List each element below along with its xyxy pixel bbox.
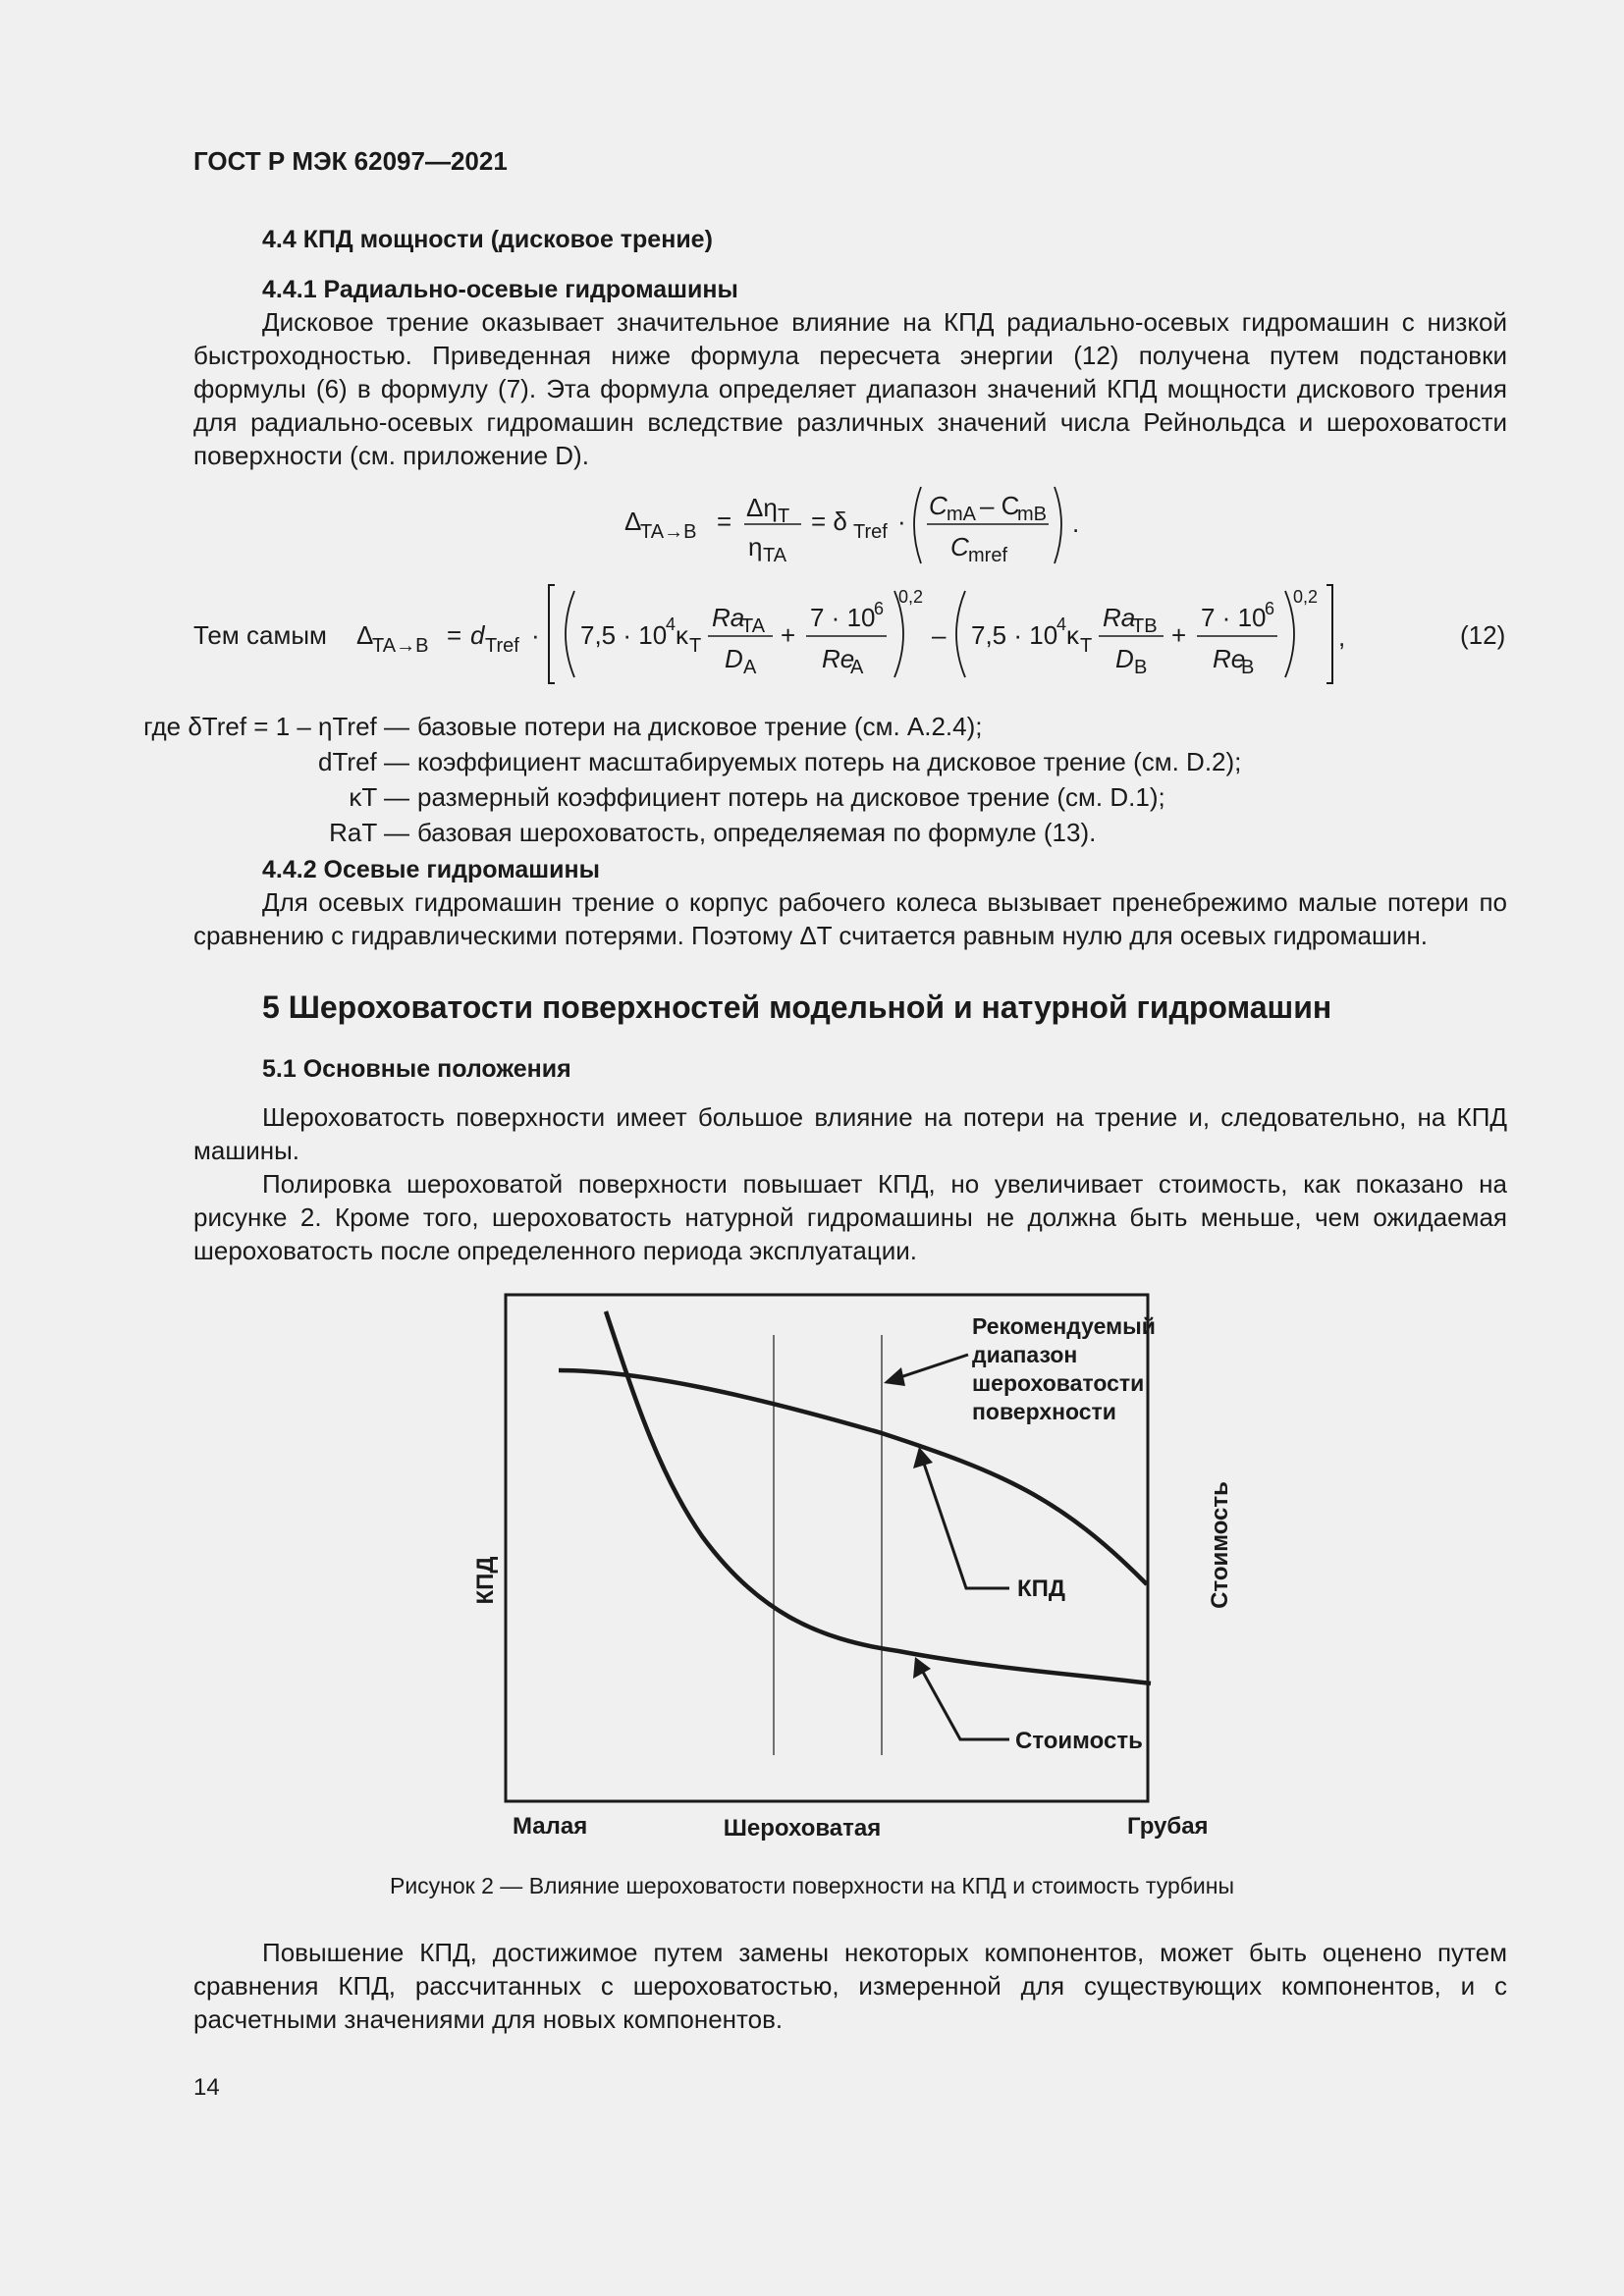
svg-text:mB: mB [1017, 504, 1047, 525]
svg-text:C: C [950, 532, 969, 561]
cost-curve-label: Стоимость [1015, 1728, 1143, 1754]
svg-text:7 · 10: 7 · 10 [1201, 603, 1267, 632]
svg-text:η: η [748, 532, 763, 561]
svg-text:7 · 10: 7 · 10 [810, 603, 876, 632]
svg-text:Re: Re [1213, 644, 1246, 673]
where-def-4: базовая шероховатость, определяемая по формуле (13). [417, 818, 1097, 847]
svg-text:D: D [725, 644, 743, 673]
paragraph-1: Шероховатость поверхности имеет большое влияние на потери на трение и, следовательно, на КПД машины. [193, 1102, 1507, 1165]
svg-text:Ra: Ra [712, 603, 745, 632]
x-label-mid: Шероховатая [723, 1815, 882, 1842]
section-5-1-paragraphs [193, 1100, 1507, 1267]
where-sym-2: dTref — [318, 747, 409, 776]
svg-text:+: + [1171, 620, 1187, 650]
section-4-4-1-paragraph [193, 305, 1507, 472]
paragraph-text: Дисковое трение оказывает значительное влияние на КПД радиально-осевых гидромашин с низкой быстроходностью. Приведенная ниже формула пересчета энергии (12) получена путем подстановки формулы (6) в формулу (7). Эта формула определяет диапазон значений КПД мощности дискового трения для радиально-осевых гидромашин вследствие различных значений числа Рейнольдса и шероховатости поверхности (см. приложение D). [193, 307, 1507, 470]
svg-text:TA→B: TA→B [640, 521, 697, 543]
section-4-4-1-title: 4.4.1 Радиально-осевые гидромашины [262, 276, 738, 303]
x-label-low: Малая [513, 1813, 588, 1840]
svg-text:mA: mA [947, 504, 976, 525]
document-header: ГОСТ Р МЭК 62097—2021 [193, 146, 508, 176]
svg-text:7,5 · 10: 7,5 · 10 [580, 620, 668, 650]
figure-caption: Рисунок 2 — Влияние шероховатости поверхности на КПД и стоимость турбины [389, 1873, 1234, 1898]
svg-text:7,5 · 10: 7,5 · 10 [971, 620, 1058, 650]
range-label-line-2: диапазон [972, 1342, 1078, 1367]
svg-text:Re: Re [822, 644, 855, 673]
section-5-1-title: 5.1 Основные положения [262, 1055, 571, 1083]
svg-text:Tref: Tref [853, 521, 888, 543]
range-arrowhead [884, 1367, 905, 1386]
where-sym-4: RaT — [329, 818, 409, 847]
svg-text:TA: TA [741, 615, 766, 637]
y-left-axis-label: КПД [472, 1556, 499, 1605]
svg-text:d: d [470, 620, 485, 650]
cost-pointer [919, 1665, 1009, 1739]
section-4-4-2-paragraph [193, 885, 1507, 952]
svg-text:T: T [1080, 635, 1093, 657]
range-label-line-4: поверхности [972, 1399, 1116, 1424]
kpd-curve-label: КПД [1017, 1575, 1065, 1602]
cost-arrowhead [913, 1657, 931, 1679]
where-def-1: базовые потери на дисковое трение (см. А.2.4); [417, 712, 983, 741]
where-def-3: размерный коэффициент потерь на дисковое трение (см. D.1); [417, 782, 1165, 812]
figure-2 [452, 1286, 1233, 1855]
svg-text:6: 6 [874, 599, 885, 618]
svg-text:.: . [1072, 508, 1080, 538]
paragraph-text: Для осевых гидромашин трение о корпус рабочего колеса вызывает пренебрежимо малые потери по сравнению с гидравлическими потерями. Поэтому ΔT считается равным нулю для осевых гидромашин. [193, 887, 1507, 950]
svg-text:T: T [778, 506, 790, 527]
svg-text:Tref: Tref [485, 635, 519, 657]
x-label-high: Грубая [1127, 1813, 1209, 1840]
paragraph-3: Повышение КПД, достижимое путем замены некоторых компонентов, может быть оценено путем сравнения КПД, рассчитанных с шероховатостью, измеренной для существующих компонентов, и с расчетными значениями для новых компонентов. [193, 1938, 1507, 2034]
where-sym-3: κT — [349, 782, 409, 812]
svg-text:κ: κ [676, 620, 688, 650]
svg-text:–: – [932, 620, 947, 650]
svg-text:κ: κ [1066, 620, 1079, 650]
svg-text:= δ: = δ [811, 507, 847, 536]
range-label-line-3: шероховатости [972, 1370, 1145, 1396]
y-right-axis-label: Стоимость [1207, 1481, 1233, 1609]
section-4-4-2-title: 4.4.2 Осевые гидромашины [262, 856, 600, 883]
svg-text:=: = [447, 620, 462, 650]
svg-text:TA: TA [763, 545, 787, 566]
svg-text:Δ: Δ [356, 620, 374, 650]
svg-text:Δ: Δ [624, 507, 642, 536]
svg-text:=: = [717, 507, 732, 536]
variable-definitions [0, 709, 1624, 854]
range-label-line-1: Рекомендуемый [972, 1313, 1156, 1339]
svg-text:0,2: 0,2 [898, 587, 924, 607]
svg-text:,: , [1338, 622, 1346, 652]
svg-text:0,2: 0,2 [1293, 587, 1319, 607]
svg-text:C: C [929, 491, 947, 520]
section-4-4-title: 4.4 КПД мощности (дисковое трение) [262, 226, 713, 253]
svg-text:D: D [1115, 644, 1134, 673]
where-sym-1: где δTref = 1 – ηTref — [143, 712, 409, 741]
section-5-title: 5 Шероховатости поверхностей модельной и натурной гидромашин [262, 989, 1332, 1025]
svg-text:B: B [1241, 657, 1255, 678]
closing-paragraph [193, 1936, 1507, 2036]
formula-number: (12) [1460, 620, 1506, 650]
svg-text:6: 6 [1265, 599, 1275, 618]
svg-text:4: 4 [1056, 614, 1067, 634]
delta-definition-formula [609, 481, 1119, 579]
formula-intro: Тем самым [193, 620, 327, 650]
svg-text:Δη: Δη [746, 493, 778, 522]
paragraph-2: Полировка шероховатой поверхности повышает КПД, но увеличивает стоимость, как показано на рисунке 2. Кроме того, шероховатость натурной гидромашины не должна быть меньше, чем ожидаемая шероховатость после определенного периода эксплуатации. [193, 1169, 1507, 1265]
svg-text:– C: – C [980, 491, 1020, 520]
svg-text:TB: TB [1132, 615, 1158, 637]
svg-text:B: B [1134, 657, 1148, 678]
svg-text:T: T [689, 635, 702, 657]
svg-text:4: 4 [666, 614, 677, 634]
svg-text:A: A [850, 657, 864, 678]
svg-text:mref: mref [968, 545, 1007, 566]
svg-text:·: · [531, 620, 540, 650]
svg-text:+: + [781, 620, 796, 650]
svg-text:Ra: Ra [1103, 603, 1136, 632]
svg-text:TA→B: TA→B [372, 635, 429, 657]
svg-text:A: A [743, 657, 757, 678]
formula-12 [349, 575, 1350, 693]
svg-text:·: · [897, 507, 906, 536]
page-number: 14 [193, 2074, 220, 2101]
where-def-2: коэффициент масштабируемых потерь на дисковое трение (см. D.2); [417, 747, 1242, 776]
